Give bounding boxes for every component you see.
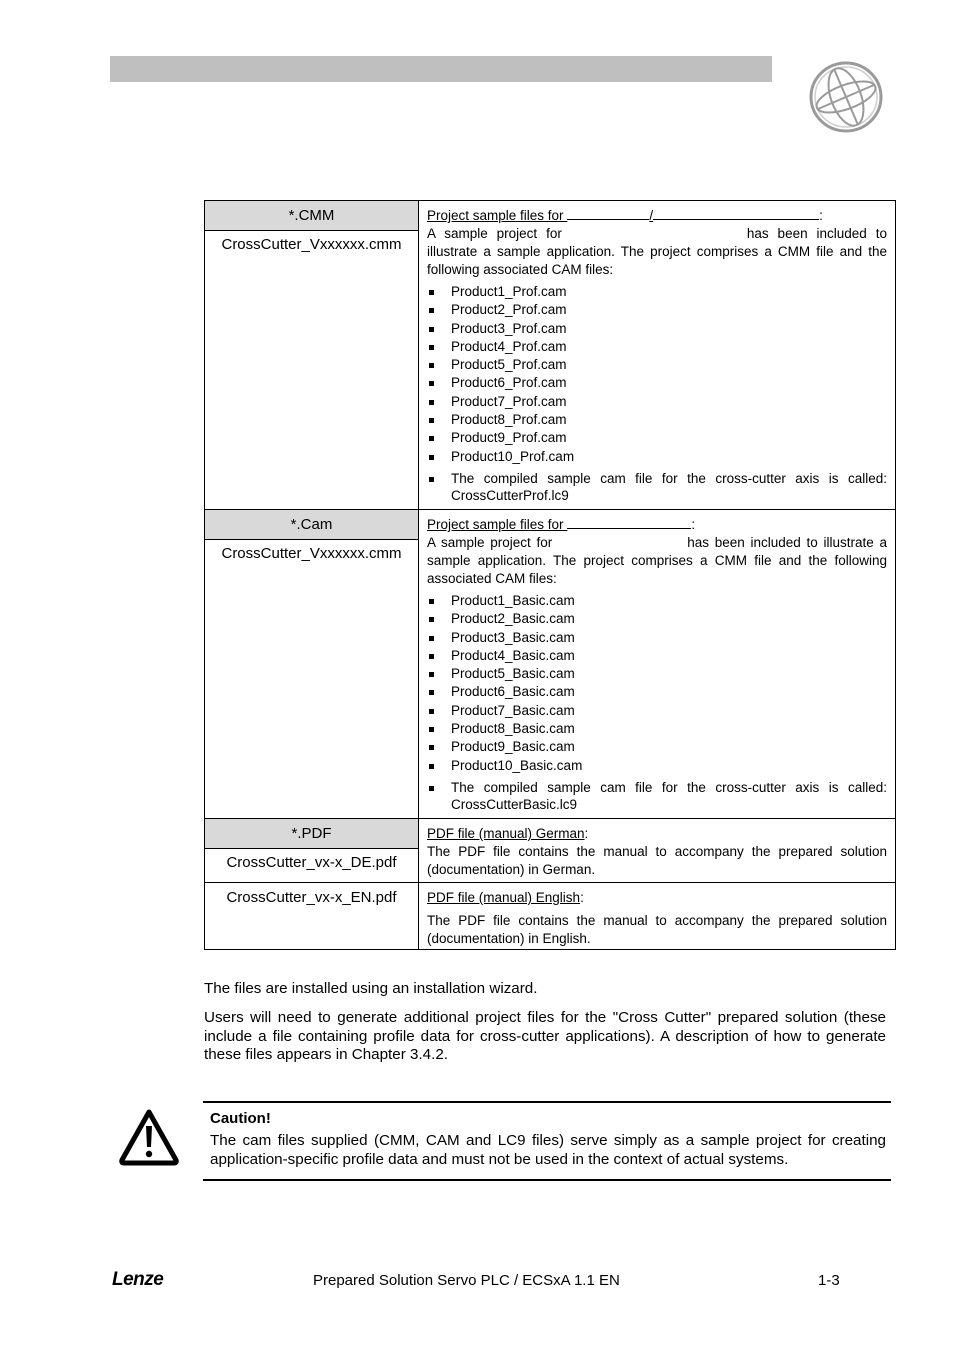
list-item: Product3_Basic.cam	[427, 629, 887, 647]
list-item: Product2_Basic.cam	[427, 610, 887, 628]
list-item: Product8_Prof.cam	[427, 411, 887, 429]
list-item: Product1_Prof.cam	[427, 283, 887, 301]
caution-text: The cam files supplied (CMM, CAM and LC9 files) serve simply as a sample project for creating application-specific profile data and must not be used in the context of actual systems.	[210, 1132, 886, 1168]
list-item: Product5_Prof.cam	[427, 356, 887, 374]
file-cam: CrossCutter_Vxxxxxx.cmm	[205, 540, 419, 819]
file-cmm: CrossCutter_Vxxxxxx.cmm	[205, 231, 419, 510]
compiled-note: The compiled sample cam file for the cross-cutter axis is called: CrossCutterBasic.lc9	[427, 779, 887, 814]
list-item: Product4_Prof.cam	[427, 338, 887, 356]
caution-box	[203, 1101, 891, 1181]
desc-pdf-en: PDF file (manual) English: The PDF file contains the manual to accompany the prepared solution (documentation) in English.	[419, 883, 896, 950]
list-item: Product7_Basic.cam	[427, 702, 887, 720]
generate-paragraph: Users will need to generate additional project files for the "Cross Cutter" prepared solution (these include a file containing profile data for cross-cutter applications). A description of how to generate these files appears in Chapter 3.4.2.	[204, 1009, 886, 1063]
footer-title: Prepared Solution Servo PLC / ECSxA 1.1 EN	[313, 1272, 620, 1289]
list-item: Product4_Basic.cam	[427, 647, 887, 665]
ext-pdf: *.PDF	[205, 819, 419, 849]
globe-icon	[806, 59, 884, 135]
desc-cmm: Project sample files for / : A sample project for has been included to illustrate a sample application. The project comprises a CMM file and the following associated CAM files: Product1_Prof.cam Product2_Prof.cam Product3_Prof.cam Product4_Prof.cam Product5_Prof.cam Product6_Prof.cam Product7_Prof.cam Product8_Prof.cam Product9_Prof.cam Product10_Prof.cam The compiled sample cam file for the cross-cutter axis is called: CrossCutterProf.lc9	[419, 201, 896, 510]
cam-list-prof	[427, 283, 887, 466]
compiled-note: The compiled sample cam file for the cross-cutter axis is called: CrossCutterProf.lc9	[427, 470, 887, 505]
list-item: Product9_Basic.cam	[427, 738, 887, 756]
desc-cam: Project sample files for : A sample project for has been included to illustrate a sample application. The project comprises a CMM file and the following associated CAM files: Product1_Basic.cam Product2_Basic.cam Product3_Basic.cam Product4_Basic.cam Product5_Basic.cam Product6_Basic.cam Product7_Basic.cam Product8_Basic.cam Product9_Basic.cam Product10_Basic.cam The compiled sample cam file for the cross-cutter axis is called: CrossCutterBasic.lc9	[419, 510, 896, 819]
lenze-logo: Lenze	[112, 1269, 164, 1290]
file-pdf-en: CrossCutter_vx-x_EN.pdf	[205, 883, 419, 950]
list-item: Product5_Basic.cam	[427, 665, 887, 683]
caution-title: Caution!	[210, 1110, 271, 1127]
desc-pdf-de: PDF file (manual) German: The PDF file contains the manual to accompany the prepared solution (documentation) in German.	[419, 819, 896, 883]
files-table	[204, 200, 896, 950]
ext-cmm: *.CMM	[205, 201, 419, 231]
ext-cam: *.Cam	[205, 510, 419, 540]
list-item: Product9_Prof.cam	[427, 429, 887, 447]
list-item: Product7_Prof.cam	[427, 393, 887, 411]
cam-list-basic	[427, 592, 887, 775]
install-paragraph: The files are installed using an installation wizard.	[204, 980, 538, 997]
list-item: Product1_Basic.cam	[427, 592, 887, 610]
list-item: Product6_Basic.cam	[427, 683, 887, 701]
header-bar	[110, 56, 772, 82]
warning-icon	[118, 1108, 180, 1166]
list-item: Product10_Basic.cam	[427, 757, 887, 775]
list-item: Product3_Prof.cam	[427, 320, 887, 338]
list-item: Product8_Basic.cam	[427, 720, 887, 738]
list-item: Product2_Prof.cam	[427, 301, 887, 319]
file-pdf-de: CrossCutter_vx-x_DE.pdf	[205, 849, 419, 883]
page-number: 1-3	[818, 1272, 840, 1289]
list-item: Product10_Prof.cam	[427, 448, 887, 466]
list-item: Product6_Prof.cam	[427, 374, 887, 392]
